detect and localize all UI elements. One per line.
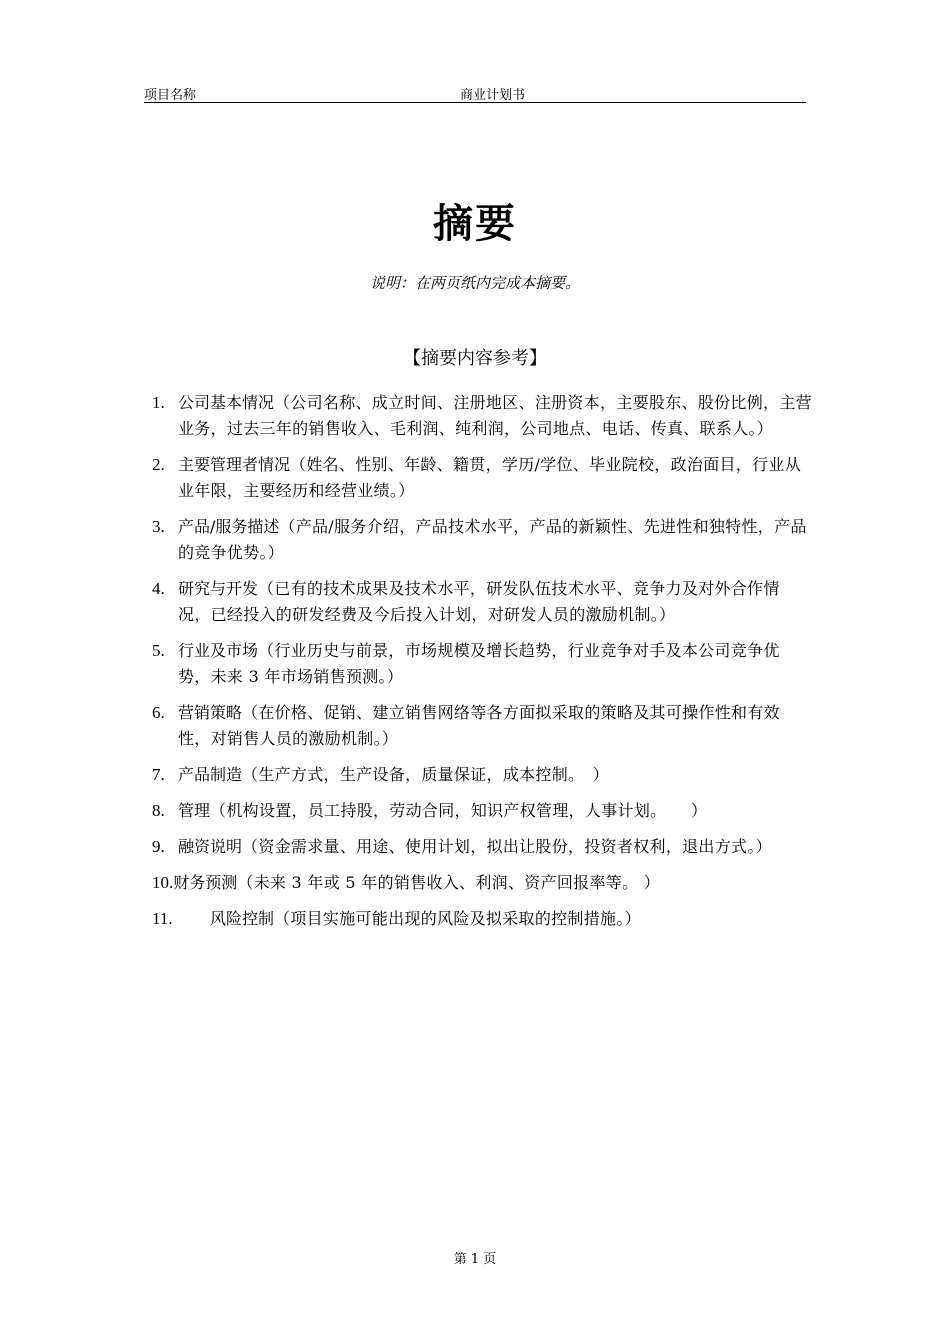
item-number: 7. (152, 765, 165, 784)
item-description: （资金需求量、用途、使用计划，拟出让股份，投资者权利，退出方式。） (242, 837, 772, 856)
item-number: 1. (152, 393, 165, 412)
item-description: （未来 3 年或 5 年的销售收入、利润、资产回报率等。 ） (237, 873, 661, 892)
item-heading: 主要管理者情况 (178, 455, 291, 474)
reference-heading: 【摘要内容参考】 (403, 348, 547, 369)
item-heading: 融资说明 (178, 837, 243, 856)
item-heading: 产品/服务描述 (178, 517, 280, 536)
page-number: 第 1 页 (453, 1252, 497, 1267)
item-description: （姓名、性别、年龄、籍贯，学历/学位、毕业院校，政治面目，行业从业年限，主要经历和经营业绩。） (178, 455, 802, 500)
list-item-research (152, 576, 812, 628)
list-item-company-info (152, 390, 812, 442)
item-description: （机构设置，员工持股，劳动合同，知识产权管理，人事计划。 ） (210, 801, 708, 820)
instruction-note: 说明：在两页纸内完成本摘要。 (369, 274, 580, 292)
item-heading: 管理 (178, 801, 211, 820)
item-description: （已有的技术成果及技术水平，研发队伍技术水平、竞争力及对外合作情况，已经投入的研发经费及今后投入计划，对研发人员的激励机制。） (178, 579, 780, 624)
item-heading: 研究与开发 (178, 579, 259, 598)
list-item-management (152, 452, 812, 504)
item-number: 5. (152, 641, 165, 660)
item-number: 9. (152, 837, 165, 856)
item-number: 4. (152, 579, 165, 598)
list-item-marketing (152, 700, 812, 752)
reference-list (152, 390, 812, 942)
list-item-financial-forecast (152, 870, 812, 896)
page-title: 摘要 (433, 201, 517, 247)
item-heading: 产品制造 (178, 765, 243, 784)
list-item-product-service (152, 514, 812, 566)
item-heading: 风险控制 (210, 909, 275, 928)
list-item-financing (152, 834, 812, 860)
list-item-risk-control (152, 906, 812, 932)
item-description: （在价格、促销、建立销售网络等各方面拟采取的策略及其可操作性和有效性，对销售人员的激励机制。） (178, 703, 780, 748)
item-heading: 营销策略 (178, 703, 243, 722)
list-item-manufacturing (152, 762, 812, 788)
item-number: 3. (152, 517, 165, 536)
page-header (144, 84, 806, 103)
item-number: 10. (152, 873, 174, 892)
item-heading: 公司基本情况 (178, 393, 275, 412)
item-description: （生产方式，生产设备，质量保证，成本控制。 ） (242, 765, 609, 784)
item-description: （项目实施可能出现的风险及拟采取的控制措施。） (274, 909, 641, 928)
item-number: 2. (152, 455, 165, 474)
item-heading: 行业及市场 (178, 641, 259, 660)
item-number: 11. (152, 909, 173, 928)
item-number: 8. (152, 801, 165, 820)
project-name-label: 项目名称 (144, 88, 197, 103)
item-description: （行业历史与前景，市场规模及增长趋势，行业竞争对手及本公司竞争优势，未来 3 年市场销售预测。） (178, 641, 780, 686)
list-item-administration (152, 798, 812, 824)
document-type-label: 商业计划书 (460, 88, 526, 103)
item-description: （产品/服务介绍，产品技术水平，产品的新颖性、先进性和独特性，产品的竞争优势。） (178, 517, 807, 562)
item-description: （公司名称、成立时间、注册地区、注册资本，主要股东、股份比例，主营业务，过去三年的销售收入、毛利润、纯利润，公司地点、电话、传真、联系人。） (178, 393, 812, 438)
item-number: 6. (152, 703, 165, 722)
item-heading: 财务预测 (173, 873, 238, 892)
list-item-industry-market (152, 638, 812, 690)
